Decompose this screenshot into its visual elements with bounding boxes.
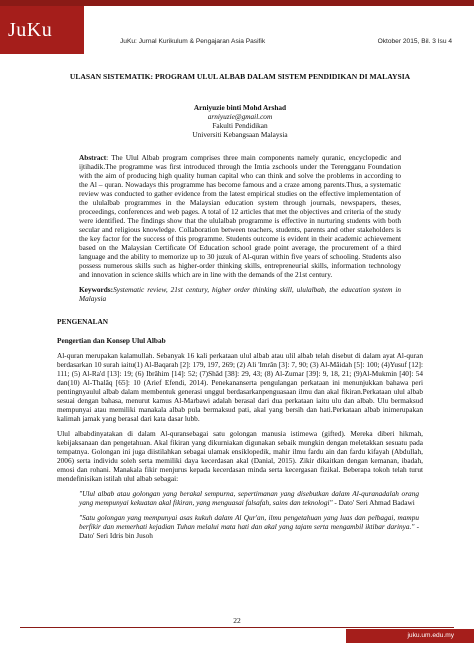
- journal-issue: Oktober 2015, Bil. 3 Isu 4: [377, 38, 452, 45]
- abstract-label: Abstract: [79, 153, 107, 162]
- abstract: [57, 153, 423, 279]
- keywords-text: Systematic review, 21st century, higher order thinking skill, ululalbab, the education system in Malaysia: [79, 285, 401, 303]
- author-university: Universiti Kebangsaan Malaysia: [192, 130, 288, 139]
- quote-2: [57, 513, 423, 540]
- page-number: 22: [233, 616, 241, 625]
- abstract-text: : The Ulul Albab program comprises three main components namely quranic, encyclopedic and ijtihadik.The programme was first introduced through the Imtia zschools under the Terengganu Foundation with the aim of producing high quality human capital who can think and solve the problems in according to the Al – quran. Nowadays this programme has become famous and a craze among parents.Thus, a systematic review was conducted to gather evidence from the latest empirical studies on the effective implementation of the ululalbab programmes in the Malaysian education system through journals, newspapers, theses, proceedings, conferences and web pages. A total of 12 articles that met the objectives and criteria of the study were identified. The findings show that the ululalbab programme is effective in nurturing students with both secular and religious knowledge. Collaboration between teachers, students, parents and other stakeholders is the key factor for the success of this programme. Students outcome is evident in their academic achievement based on the Malaysian Certificate Of Education school grade point average, the procurement of a third language and the ability to memorize up to 30 juzuk of Al-quran within five years of schooling. Students also possess numerous skills such as higher-order thinking skills, entrepreneurial skills, information technology and innovation in science skills which are in line with the demands of the 21st century.: [79, 153, 401, 279]
- quote-1-text: "Ulul albab atau golongan yang berakal sempurna, sepertimanan yang disebutkan dalam Al-quranadalah orang yang mempunyai kekuatan akal fikiran, yang menguasai falsafah, sains dan teknologi": [79, 489, 419, 507]
- paragraph-1: Al-quran merupakan kalamullah. Sebanyak 16 kali perkataan ulul albab atau ulil albab telah disebut di dalam ayat Al-quran berdasarkan 10 surah iaitu(1) Al-Baqarah [2]: 179, 197, 269; (2) Ali 'Imrân [3]: 7, 90; (3) Al-Mâidah [5]: 100; (4)Yusuf [12]: 111; (5) Al-Ra'd [13]: 19; (6) Ibrâhim [14]: 52; (7)Shâd [38]: 29, 43; (8) Al-Zumar [39]: 9, 18, 21; (9)Al-Mukmin [40]: 54 dan(10) Al-Thalâq [65]: 10 (Arief Efendi, 2014). Penekananserta pengulangan perkataan ini menunjukkan bahawa peri pentingnyaulul albab dalam membentuk generasi unggul berdasarkanpenguasaan ilmu dan akal fikiran.Perkataan ulul albab sesuai dengan bahasa, menurut kamus Al-Marbawi adalah berasal dari dua perkataan iaitu ulu dan albab. Ulu bermaksud mempunyai atau memiliki manakala albab pula bermaksud pati, akal yang bersih dan hati.Perkataan albab inimerupakan kalimah jamak yang berasal dari kata dasar lubb.: [57, 351, 423, 423]
- paragraph-2: Ulul albabdinyatakan di dalam Al-quransebagai satu golongan manusia istimewa (gifted). Mereka diberi hikmah, kebijaksanaan dan pengetahuan. Akal fikiran yang dikurniakan digunakan sebaik mungkin dengan meletakkan sesuatu pada tempatnya. Golongan ini juga diistilahkan sebagai ulamak ensiklopedik, mahir ilmu fardu ain dan fardu kifayah (Abdullah, 2006) serta individu soleh serta memiliki daya kecerdasan akal (Danial, 2015). Zikir dikaitkan dengan kemanan, ibadah, emosi dan rohani. Manakala fikir menjurus kepada kecerdasan minda serta kecergasan fizikal. Beberapa tokoh telah turut mendefinisikan istilah ulul albab sebagai:: [57, 429, 423, 483]
- author-email[interactable]: arniyuzie@gmail.com: [207, 112, 273, 121]
- footer-rule: [20, 627, 454, 628]
- keywords: [57, 285, 423, 303]
- article-body: [57, 68, 423, 540]
- section-heading: PENGENALAN: [57, 317, 109, 326]
- quote-1-source: - Dato' Seri Ahmad Badawi: [334, 498, 415, 507]
- subsection-heading: Pengertian dan Konsep Ulul Albab: [57, 336, 166, 345]
- footer-site-link[interactable]: juku.um.edu.my: [346, 629, 474, 643]
- article-title: ULASAN SISTEMATIK: PROGRAM ULUL ALBAB DALAM SISTEM PENDIDIKAN DI MALAYSIA: [69, 72, 411, 81]
- author-faculty: Fakulti Pendidikan: [212, 121, 268, 130]
- journal-logo: JuKu: [0, 6, 84, 54]
- quote-2-text: "Satu golongan yang mempunyai asas kukuh dalam Al Qur'an, ilmu pengetahuan yang luas dan pelbagai, mampu berfikir dan memerhati kejadian Tuhan melalui mata hati dan akal yang tajam serta mengambil iktibar darinya.": [79, 513, 419, 531]
- author-name: Arniyuzie binti Mohd Arshad: [193, 103, 287, 112]
- journal-name: JuKu: Jurnal Kurikulum & Pengajaran Asia Pasifik: [120, 38, 266, 45]
- quote-2-source: - Dato' Seri Idris bin Jusoh: [79, 522, 420, 540]
- quote-1: [57, 489, 423, 507]
- keywords-label: Keywords:: [79, 285, 114, 294]
